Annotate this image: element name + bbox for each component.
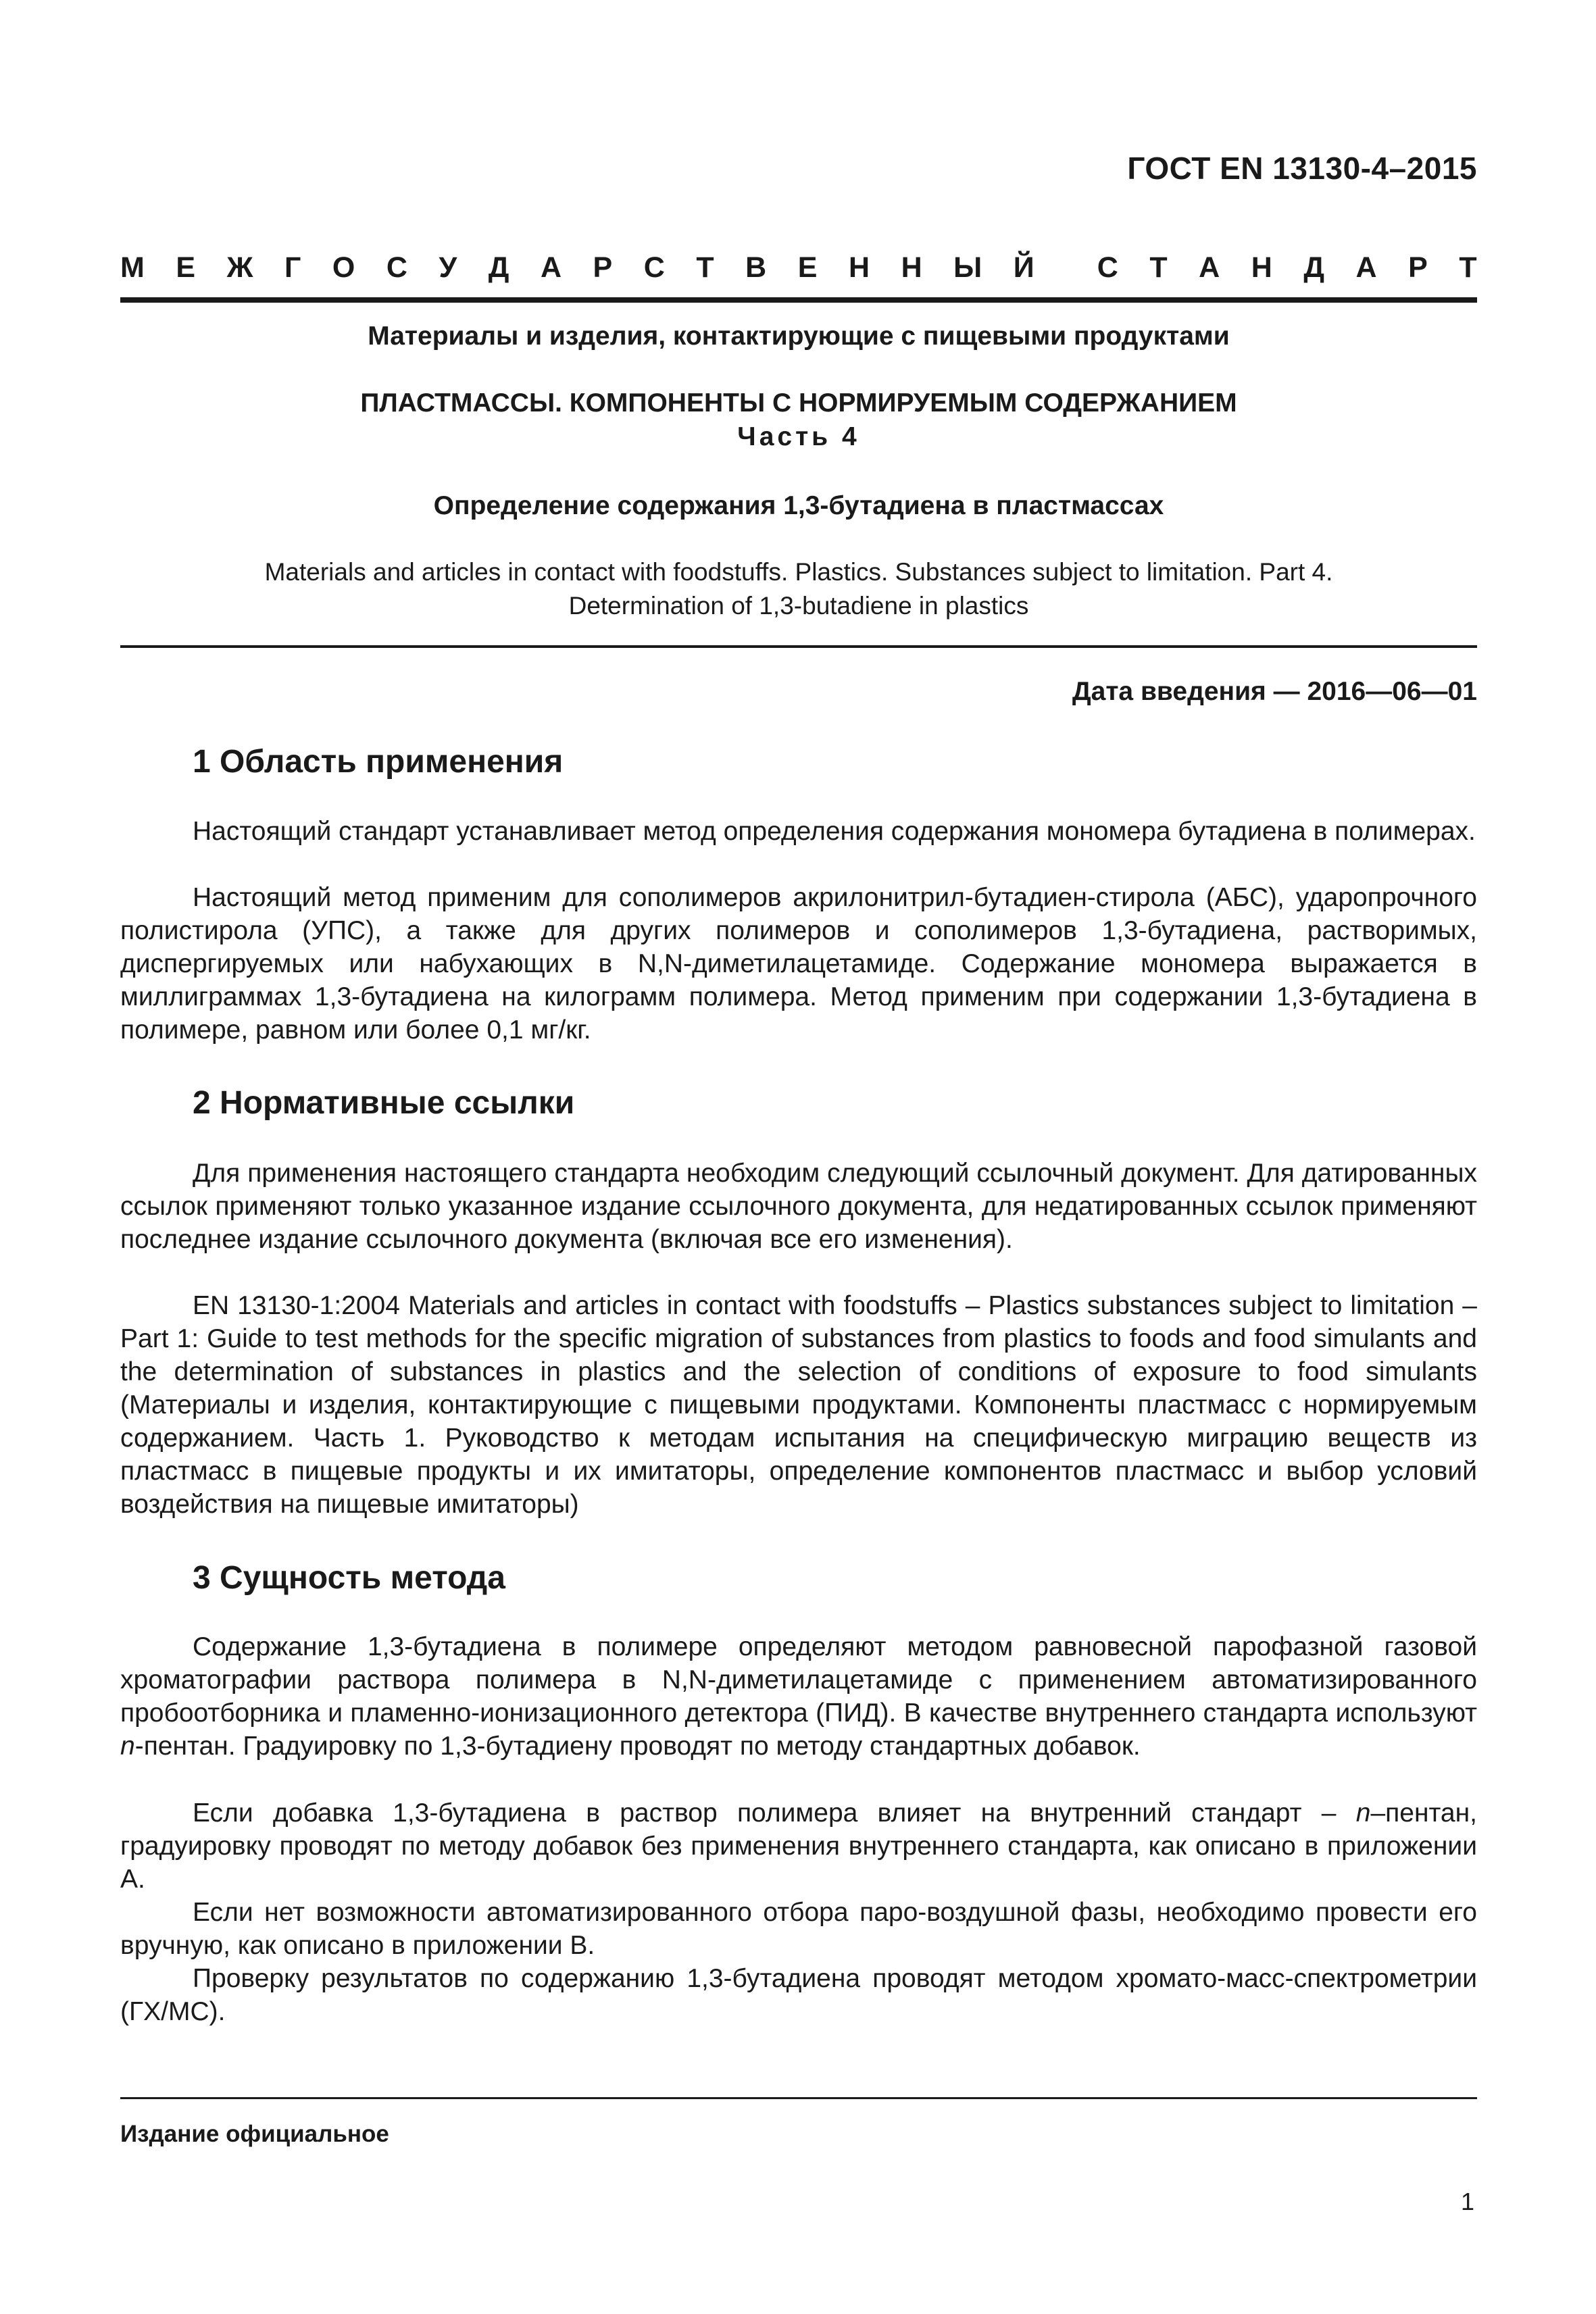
banner-letter: Ж [226,251,253,284]
intro-date: Дата введения — 2016—06—01 [1072,677,1477,706]
banner-letter: Т [1149,251,1168,284]
english-title-line2: Determination of 1,3-butadiene in plastics [568,592,1029,620]
header-rule [120,297,1477,303]
page-number: 1 [1460,2188,1474,2215]
banner-letter: Р [1408,251,1428,284]
banner-letter: Т [1459,251,1477,284]
banner-letter: Г [284,251,301,284]
paragraph [120,1630,1477,1763]
banner-letter: Й [1013,251,1034,284]
banner-letter: В [745,251,767,284]
banner-letter: Т [696,251,714,284]
section-heading-scope: 1 Область применения [193,744,564,780]
banner-letter: Н [1251,251,1272,284]
banner-letter: С [1097,251,1118,284]
standard-code: ГОСТ EN 13130-4–2015 [1127,151,1477,186]
banner-letter: У [439,251,457,284]
banner-letter: Д [488,251,509,284]
section-heading-method-essence: 3 Сущность метода [193,1560,505,1596]
title-determination: Определение содержания 1,3-бутадиена в пластмассах [433,491,1164,520]
title-subject: Материалы и изделия, контактирующие с пищевыми продуктами [368,322,1230,351]
footer-rule [120,2097,1477,2099]
banner-letter: А [1199,251,1220,284]
banner-letter: М [120,251,145,284]
official-edition-label: Издание официальное [120,2121,389,2147]
banner-letter: Н [848,251,870,284]
banner-letter: С [386,251,407,284]
paragraph: Проверку результатов по содержанию 1,3-бутадиена проводят методом хромато-масс-спектрометрии (ГХ/МС). [120,1964,1477,2026]
banner-letter: Н [901,251,922,284]
italic-symbol: n [120,1732,135,1761]
paragraph-text: Если добавка 1,3-бутадиена в раствор полимера влияет на внутренний стандарт – [193,1799,1356,1828]
banner-letter: А [540,251,562,284]
paragraph: Настоящий метод применим для сополимеров акрилонитрил-бутадиен-стирола (АБС), ударопрочного полистирола (УПС), а также для других полимеров и сополимеров 1,3-бутадиена, растворимых, диспергируемых или набухающих в N,N-диметилацетамиде. Содержание мономера выражается в миллиграммах 1,3-бутадиена на килограмм полимера. Метод применим при содержании 1,3-бутадиена в полимере, равном или более 0,1 мг/кг. [120,883,1477,1045]
interstate-standard-banner [120,251,1477,284]
section-heading-normative-references: 2 Нормативные ссылки [193,1085,575,1121]
english-title-line1: Materials and articles in contact with foodstuffs. Plastics. Substances subject to limitation. Part 4. [264,558,1333,586]
paragraph: EN 13130-1:2004 Materials and articles in contact with foodstuffs – Plastics substances subject to limitation – Part 1: Guide to test methods for the specific migration of substances from plastics to foods and food simulants and the determination of substances in plastics and the selection of conditions of exposure to food simulants (Материалы и изделия, контактирующие с пищевыми продуктами. Компоненты пластмасс с нормируемым содержанием. Часть 1. Руководство к методам испытания на специфическую миграцию веществ из пластмасс в пищевые продукты и их имитаторы, определение компонентов пластмасс и выбор условий воздействия на пищевые имитаторы) [120,1291,1477,1519]
paragraph: Для применения настоящего стандарта необходим следующий ссылочный документ. Для датированных ссылок применяют только указанное издание ссылочного документа, для недатированных ссылок применяют последнее издание ссылочного документа (включая все его изменения). [120,1159,1477,1254]
paragraph-text: -пентан. Градуировку по 1,3-бутадиену проводят по методу стандартных добавок. [134,1732,1141,1761]
banner-letter: Е [176,251,196,284]
banner-letter: Ы [953,251,982,284]
paragraph: Настоящий стандарт устанавливает метод определения содержания мономера бутадиена в полимерах. [193,817,1476,846]
banner-letter: С [643,251,665,284]
paragraph: Если нет возможности автоматизированного отбора паро-воздушной фазы, необходимо провести его вручную, как описано в приложении В. [120,1898,1477,1960]
banner-letter: Д [1303,251,1324,284]
banner-letter: Е [797,251,818,284]
paragraph-text: –пентан, градуировку проводят по методу добавок без применения внутреннего стандарта, как описано в приложении А. [120,1799,1477,1894]
italic-symbol: n [1355,1799,1371,1828]
title-main: ПЛАСТМАССЫ. КОМПОНЕНТЫ С НОРМИРУЕМЫМ СОДЕРЖАНИЕМ [360,388,1237,418]
banner-letter: Р [593,251,613,284]
paragraph-text: Содержание 1,3-бутадиена в полимере определяют методом равновесной парофазной газовой хроматографии раствора полимера в N,N-диметилацетамиде с применением автоматизированного пробоотборника и пламенно-ионизационного детектора (ПИД). В качестве внутреннего стандарта используют [120,1632,1477,1728]
paragraph [120,1796,1477,1896]
title-rule [120,645,1477,648]
banner-letter: А [1355,251,1377,284]
title-part: Часть 4 [737,422,860,451]
banner-letter: О [332,251,355,284]
